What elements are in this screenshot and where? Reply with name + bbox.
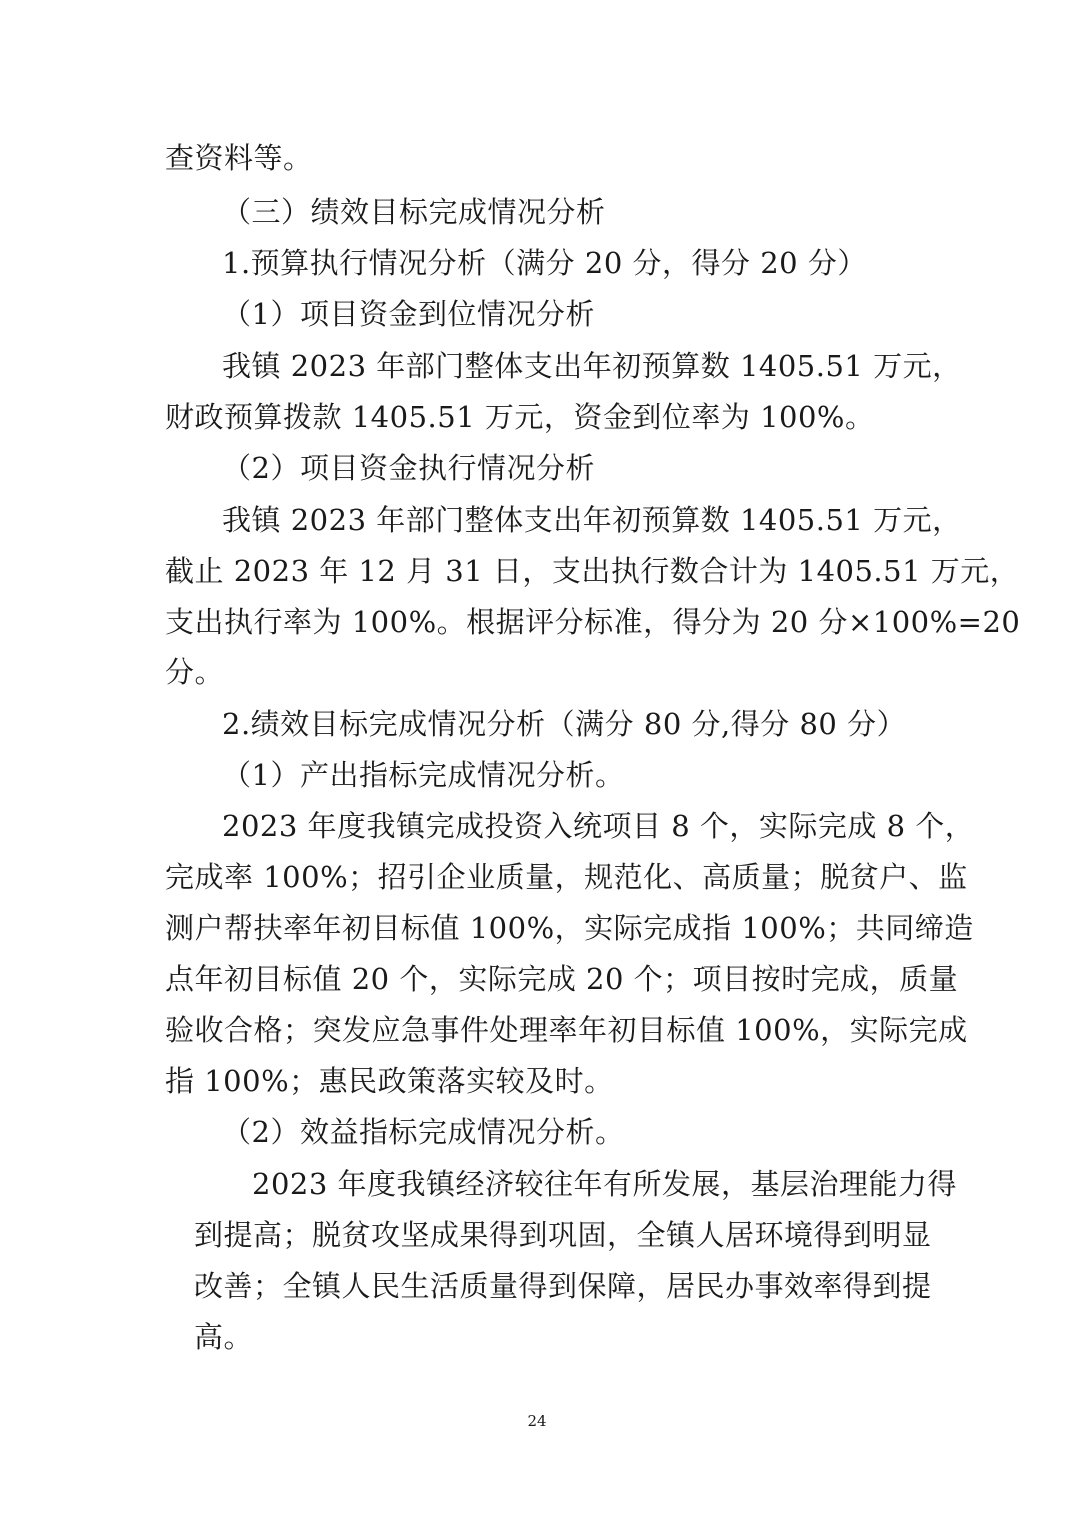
subsection-heading: 1.预算执行情况分析（满分 20 分，得分 20 分） — [222, 246, 867, 280]
paragraph-line: 财政预算拨款 1405.51 万元，资金到位率为 100%。 — [165, 400, 875, 434]
paragraph-line: 指 100%；惠民政策落实较及时。 — [165, 1064, 614, 1098]
paragraph-line: 点年初目标值 20 个，实际完成 20 个；项目按时完成，质量 — [165, 962, 959, 996]
paragraph-line: 我镇 2023 年部门整体支出年初预算数 1405.51 万元， — [222, 503, 962, 537]
page-number: 24 — [527, 1412, 547, 1430]
paragraph-line: 验收合格；突发应急事件处理率年初目标值 100%，实际完成 — [165, 1013, 968, 1047]
paragraph-line: 完成率 100%；招引企业质量，规范化、高质量；脱贫户、监 — [165, 860, 968, 894]
text-line: 查资料等。 — [165, 141, 313, 175]
item-heading: （1）项目资金到位情况分析 — [222, 297, 595, 331]
paragraph-line: 分。 — [165, 655, 225, 689]
item-heading: （2）效益指标完成情况分析。 — [222, 1115, 625, 1149]
paragraph-line: 改善；全镇人民生活质量得到保障，居民办事效率得到提 — [194, 1269, 932, 1303]
section-heading: （三）绩效目标完成情况分析 — [222, 195, 606, 229]
item-heading: （2）项目资金执行情况分析 — [222, 451, 595, 485]
paragraph-line: 截止 2023 年 12 月 31 日，支出执行数合计为 1405.51 万元， — [165, 554, 1020, 588]
paragraph-line: 支出执行率为 100%。根据评分标准，得分为 20 分×100%=20 — [165, 605, 1021, 639]
paragraph-line: 2023 年度我镇经济较往年有所发展，基层治理能力得 — [252, 1167, 958, 1201]
paragraph-line: 测户帮扶率年初目标值 100%，实际完成指 100%；共同缔造 — [165, 911, 974, 945]
paragraph-line: 到提高；脱贫攻坚成果得到巩固，全镇人居环境得到明显 — [194, 1218, 932, 1252]
paragraph-line: 我镇 2023 年部门整体支出年初预算数 1405.51 万元， — [222, 349, 962, 383]
paragraph-line: 2023 年度我镇完成投资入统项目 8 个，实际完成 8 个， — [222, 809, 975, 843]
subsection-heading: 2.绩效目标完成情况分析（满分 80 分,得分 80 分） — [222, 707, 907, 741]
paragraph-line: 高。 — [194, 1320, 254, 1354]
item-heading: （1）产出指标完成情况分析。 — [222, 758, 625, 792]
